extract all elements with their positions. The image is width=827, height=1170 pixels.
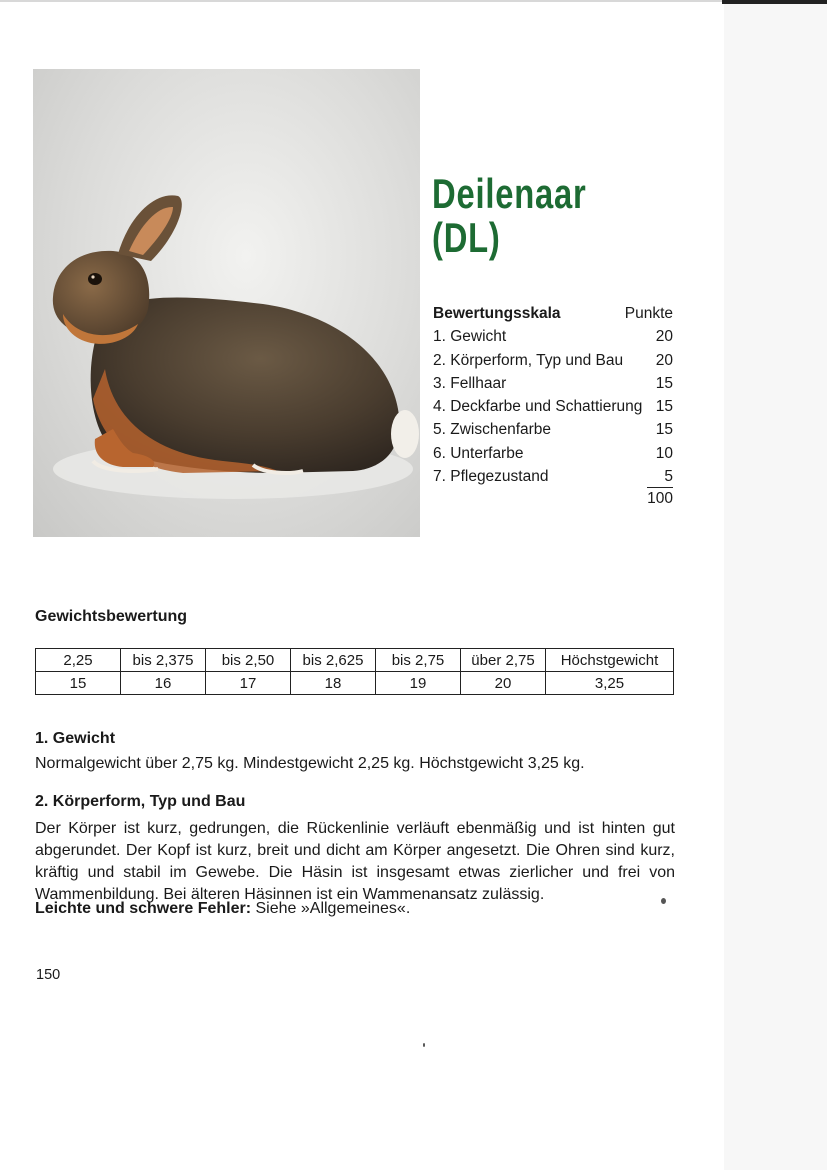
- rating-item-points: 10: [655, 444, 673, 462]
- points-row: [36, 672, 674, 695]
- page-top-edge: [0, 0, 724, 2]
- points-cell: 16: [121, 672, 206, 695]
- scan-margin: [724, 0, 827, 1170]
- rating-item-label: 7. Pflegezustand: [433, 468, 549, 486]
- rating-item-label: 2. Körperform, Typ und Bau: [433, 351, 624, 369]
- points-cell: 3,25: [546, 672, 674, 695]
- rating-item-points: 15: [655, 398, 673, 416]
- rating-item-points: 15: [655, 421, 673, 439]
- points-cell: 19: [376, 672, 461, 695]
- points-column-label: Punkte: [624, 305, 673, 322]
- rating-total: 100: [647, 490, 673, 507]
- weight-cell: Höchstgewicht: [546, 649, 674, 672]
- points-cell: 18: [291, 672, 376, 695]
- points-cell: 15: [36, 672, 121, 695]
- faults-note: [35, 900, 410, 918]
- rating-item: [433, 465, 673, 488]
- weight-row: [36, 649, 674, 672]
- page-number: 150: [36, 967, 61, 983]
- weight-cell: bis 2,625: [291, 649, 376, 672]
- rating-item: [433, 349, 673, 372]
- rating-item: [433, 372, 673, 395]
- weight-rating-heading: Gewichtsbewertung: [35, 608, 188, 625]
- faults-text: Siehe »Allgemeines«.: [251, 900, 411, 917]
- weight-cell: bis 2,50: [206, 649, 291, 672]
- rabbit-illustration: [33, 69, 420, 537]
- rating-item-label: 1. Gewicht: [433, 328, 507, 346]
- section-body-heading: 2. Körperform, Typ und Bau: [35, 793, 246, 810]
- rating-scale-heading: Bewertungsskala: [433, 305, 561, 322]
- weight-cell: 2,25: [36, 649, 121, 672]
- section-body-text: Der Körper ist kurz, gedrungen, die Rückenlinie verläuft ebenmäßig und ist hinten gut abgerundet. Der Kopf ist kurz, breit und dicht am Körper angesetzt. Die Ohren sind kurz, kräftig und stabil im Gewebe. Die Häsin ist insgesamt etwas zierlicher und frei von Wammenbildung. Bei älteren Häsinnen ist ein Wammenansatz zulässig.: [35, 820, 675, 903]
- weight-cell: bis 2,75: [376, 649, 461, 672]
- rabbit-photo: [33, 69, 420, 537]
- weight-rating-table: [35, 648, 674, 695]
- weight-cell: bis 2,375: [121, 649, 206, 672]
- scan-speck: [423, 1043, 425, 1047]
- rating-scale-header: [433, 302, 673, 325]
- rating-item-points: 20: [655, 351, 673, 369]
- rating-item-points: 5: [664, 468, 673, 486]
- rating-item-points: 15: [655, 374, 673, 392]
- section-weight-text: Normalgewicht über 2,75 kg. Mindestgewicht 2,25 kg. Höchstgewicht 3,25 kg.: [35, 755, 585, 772]
- scan-speck: [661, 898, 666, 904]
- rating-item: [433, 418, 673, 441]
- rating-scale: [433, 302, 673, 507]
- faults-label: Leichte und schwere Fehler:: [35, 900, 252, 917]
- rating-item-label: 3. Fellhaar: [433, 374, 507, 392]
- scan-corner-edge: [722, 0, 827, 4]
- rating-item-label: 4. Deckfarbe und Schattierung: [433, 398, 643, 416]
- points-cell: 17: [206, 672, 291, 695]
- breed-title: [432, 172, 587, 260]
- points-cell: 20: [461, 672, 546, 695]
- breed-code: (DL): [432, 214, 501, 261]
- rating-item-label: 5. Zwischenfarbe: [433, 421, 552, 439]
- weight-cell: über 2,75: [461, 649, 546, 672]
- rating-item: [433, 442, 673, 465]
- breed-name: Deilenaar: [432, 170, 587, 217]
- rating-item: [433, 325, 673, 348]
- sum-rule: [647, 487, 673, 488]
- rating-item: [433, 395, 673, 418]
- section-weight-heading: 1. Gewicht: [35, 730, 116, 747]
- rating-item-label: 6. Unterfarbe: [433, 444, 524, 462]
- rating-item-points: 20: [655, 328, 673, 346]
